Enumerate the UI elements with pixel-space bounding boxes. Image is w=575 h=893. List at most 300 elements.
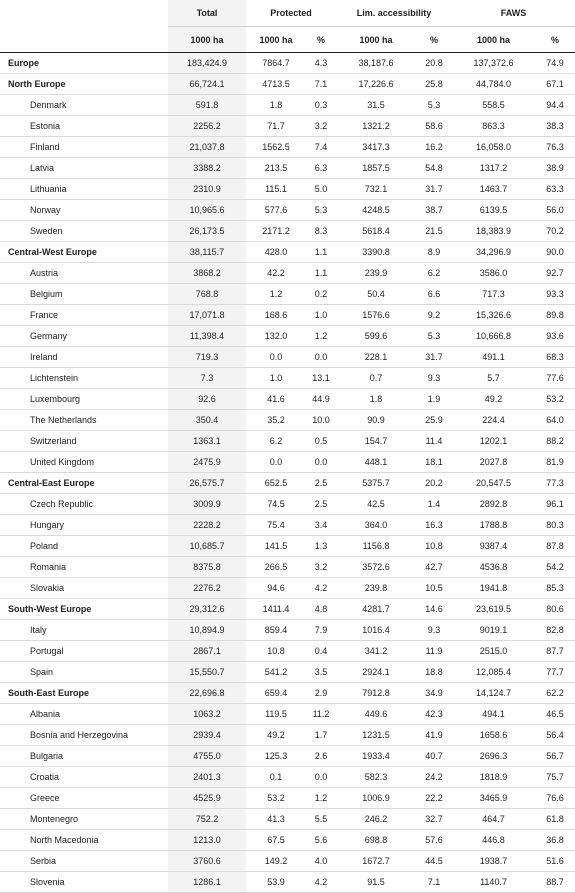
cell-protected-pct: 4.8: [306, 599, 336, 620]
cell-protected-pct: 0.0: [306, 767, 336, 788]
cell-name: Belgium: [0, 284, 168, 305]
header-lim-accessibility: Lim. accessibility: [336, 0, 452, 27]
cell-lim-ha: 3572.6: [336, 557, 416, 578]
cell-faws-pct: 80.3: [535, 515, 575, 536]
cell-lim-ha: 239.8: [336, 578, 416, 599]
country-row: [0, 389, 575, 410]
cell-faws-pct: 93.3: [535, 284, 575, 305]
cell-name: South-West Europe: [0, 599, 168, 620]
unit-protected-pct: %: [306, 27, 336, 53]
cell-protected-pct: 1.0: [306, 305, 336, 326]
cell-name: Bulgaria: [0, 746, 168, 767]
cell-protected-pct: 0.0: [306, 452, 336, 473]
cell-protected-pct: 2.5: [306, 494, 336, 515]
cell-total: 1063.2: [168, 704, 246, 725]
cell-faws-ha: 34,296.9: [452, 242, 535, 263]
cell-protected-ha: 125.3: [246, 746, 306, 767]
cell-lim-pct: 20.2: [416, 473, 452, 494]
cell-lim-pct: 6.6: [416, 284, 452, 305]
cell-faws-pct: 89.8: [535, 305, 575, 326]
cell-faws-pct: 92.7: [535, 263, 575, 284]
cell-name: Sweden: [0, 221, 168, 242]
country-row: [0, 431, 575, 452]
cell-name: The Netherlands: [0, 410, 168, 431]
cell-protected-ha: 10.8: [246, 641, 306, 662]
cell-protected-ha: 67.5: [246, 830, 306, 851]
cell-protected-ha: 53.2: [246, 788, 306, 809]
cell-name: Czech Republic: [0, 494, 168, 515]
cell-faws-pct: 36.8: [535, 830, 575, 851]
cell-faws-ha: 18,383.9: [452, 221, 535, 242]
cell-faws-ha: 491.1: [452, 347, 535, 368]
cell-faws-ha: 1140.7: [452, 872, 535, 893]
cell-lim-ha: 448.1: [336, 452, 416, 473]
cell-protected-pct: 1.2: [306, 788, 336, 809]
cell-lim-pct: 40.7: [416, 746, 452, 767]
cell-lim-ha: 90.9: [336, 410, 416, 431]
header-blank: [0, 27, 168, 53]
cell-faws-pct: 62.2: [535, 683, 575, 704]
cell-lim-ha: 17,226.6: [336, 74, 416, 95]
cell-lim-ha: 1857.5: [336, 158, 416, 179]
cell-faws-ha: 1317.2: [452, 158, 535, 179]
cell-lim-pct: 16.3: [416, 515, 452, 536]
cell-faws-ha: 494.1: [452, 704, 535, 725]
cell-faws-pct: 76.3: [535, 137, 575, 158]
cell-faws-pct: 77.7: [535, 662, 575, 683]
cell-faws-ha: 1202.1: [452, 431, 535, 452]
cell-protected-pct: 3.2: [306, 557, 336, 578]
cell-faws-ha: 12,085.4: [452, 662, 535, 683]
cell-lim-ha: 38,187.6: [336, 53, 416, 74]
cell-protected-pct: 2.5: [306, 473, 336, 494]
cell-faws-ha: 49.2: [452, 389, 535, 410]
cell-protected-ha: 266.5: [246, 557, 306, 578]
cell-protected-ha: 2171.2: [246, 221, 306, 242]
cell-protected-pct: 1.2: [306, 326, 336, 347]
cell-faws-pct: 46.5: [535, 704, 575, 725]
country-row: [0, 620, 575, 641]
cell-lim-ha: 50.4: [336, 284, 416, 305]
cell-faws-ha: 10,666.8: [452, 326, 535, 347]
cell-faws-ha: 2696.3: [452, 746, 535, 767]
cell-total: 10,894.9: [168, 620, 246, 641]
cell-protected-ha: 41.6: [246, 389, 306, 410]
header-total: Total: [168, 0, 246, 27]
cell-lim-pct: 1.9: [416, 389, 452, 410]
cell-total: 66,724.1: [168, 74, 246, 95]
cell-faws-pct: 61.8: [535, 809, 575, 830]
cell-faws-pct: 70.2: [535, 221, 575, 242]
country-row: [0, 347, 575, 368]
cell-total: 4525.9: [168, 788, 246, 809]
cell-name: Central-East Europe: [0, 473, 168, 494]
cell-protected-ha: 35.2: [246, 410, 306, 431]
cell-faws-ha: 1941.8: [452, 578, 535, 599]
cell-total: 26,173.5: [168, 221, 246, 242]
cell-lim-pct: 5.3: [416, 326, 452, 347]
cell-lim-pct: 38.7: [416, 200, 452, 221]
cell-name: Poland: [0, 536, 168, 557]
cell-lim-pct: 9.2: [416, 305, 452, 326]
cell-faws-ha: 6139.5: [452, 200, 535, 221]
cell-protected-pct: 1.1: [306, 242, 336, 263]
cell-lim-ha: 698.8: [336, 830, 416, 851]
country-row: [0, 263, 575, 284]
country-row: [0, 95, 575, 116]
cell-protected-pct: 4.2: [306, 578, 336, 599]
cell-protected-pct: 7.1: [306, 74, 336, 95]
cell-lim-pct: 25.8: [416, 74, 452, 95]
cell-lim-pct: 54.8: [416, 158, 452, 179]
country-row: [0, 788, 575, 809]
cell-faws-pct: 67.1: [535, 74, 575, 95]
cell-faws-ha: 1818.9: [452, 767, 535, 788]
region-row: [0, 473, 575, 494]
cell-faws-ha: 14,124.7: [452, 683, 535, 704]
cell-protected-ha: 1.0: [246, 368, 306, 389]
unit-total-ha: 1000 ha: [168, 27, 246, 53]
cell-total: 2228.2: [168, 515, 246, 536]
cell-name: Latvia: [0, 158, 168, 179]
header-protected: Protected: [246, 0, 336, 27]
cell-protected-pct: 0.2: [306, 284, 336, 305]
cell-faws-ha: 1463.7: [452, 179, 535, 200]
cell-faws-ha: 137,372.6: [452, 53, 535, 74]
region-row: [0, 599, 575, 620]
cell-name: Norway: [0, 200, 168, 221]
cell-lim-ha: 3417.3: [336, 137, 416, 158]
country-row: [0, 410, 575, 431]
cell-faws-pct: 87.7: [535, 641, 575, 662]
cell-name: Lichtenstein: [0, 368, 168, 389]
cell-name: South-East Europe: [0, 683, 168, 704]
cell-lim-pct: 14.6: [416, 599, 452, 620]
cell-protected-pct: 5.5: [306, 809, 336, 830]
table-body: [0, 53, 575, 893]
cell-total: 21,037.8: [168, 137, 246, 158]
cell-lim-ha: 5618.4: [336, 221, 416, 242]
cell-protected-ha: 42.2: [246, 263, 306, 284]
cell-protected-ha: 115.1: [246, 179, 306, 200]
cell-total: 2939.4: [168, 725, 246, 746]
cell-faws-ha: 16,058.0: [452, 137, 535, 158]
cell-faws-pct: 88.7: [535, 872, 575, 893]
cell-name: Luxembourg: [0, 389, 168, 410]
cell-lim-ha: 91.5: [336, 872, 416, 893]
region-row: [0, 683, 575, 704]
cell-name: Estonia: [0, 116, 168, 137]
cell-lim-ha: 31.5: [336, 95, 416, 116]
cell-total: 2310.9: [168, 179, 246, 200]
cell-lim-pct: 42.7: [416, 557, 452, 578]
cell-protected-ha: 859.4: [246, 620, 306, 641]
cell-name: Hungary: [0, 515, 168, 536]
cell-total: 3009.9: [168, 494, 246, 515]
cell-total: 26,575.7: [168, 473, 246, 494]
cell-name: Portugal: [0, 641, 168, 662]
cell-protected-ha: 1411.4: [246, 599, 306, 620]
cell-protected-ha: 1.8: [246, 95, 306, 116]
cell-lim-pct: 42.3: [416, 704, 452, 725]
cell-lim-pct: 9.3: [416, 368, 452, 389]
cell-protected-ha: 141.5: [246, 536, 306, 557]
cell-lim-pct: 6.2: [416, 263, 452, 284]
cell-faws-pct: 77.6: [535, 368, 575, 389]
cell-protected-ha: 132.0: [246, 326, 306, 347]
cell-lim-pct: 32.7: [416, 809, 452, 830]
cell-lim-ha: 1.8: [336, 389, 416, 410]
cell-total: 3388.2: [168, 158, 246, 179]
cell-total: 719.3: [168, 347, 246, 368]
cell-lim-pct: 11.4: [416, 431, 452, 452]
cell-faws-ha: 15,326.6: [452, 305, 535, 326]
cell-faws-pct: 38.3: [535, 116, 575, 137]
cell-lim-pct: 10.8: [416, 536, 452, 557]
cell-lim-ha: 732.1: [336, 179, 416, 200]
cell-faws-pct: 85.3: [535, 578, 575, 599]
country-row: [0, 368, 575, 389]
country-row: [0, 704, 575, 725]
cell-name: Greece: [0, 788, 168, 809]
cell-lim-ha: 5375.7: [336, 473, 416, 494]
cell-total: 2867.1: [168, 641, 246, 662]
cell-protected-pct: 5.3: [306, 200, 336, 221]
cell-lim-pct: 58.6: [416, 116, 452, 137]
cell-total: 1286.1: [168, 872, 246, 893]
unit-lim-ha: 1000 ha: [336, 27, 416, 53]
cell-total: 38,115.7: [168, 242, 246, 263]
cell-protected-ha: 149.2: [246, 851, 306, 872]
cell-protected-ha: 577.6: [246, 200, 306, 221]
cell-name: Austria: [0, 263, 168, 284]
header-faws: FAWS: [452, 0, 575, 27]
cell-name: Europe: [0, 53, 168, 74]
cell-faws-pct: 77.3: [535, 473, 575, 494]
cell-name: Switzerland: [0, 431, 168, 452]
cell-name: Slovakia: [0, 578, 168, 599]
country-row: [0, 641, 575, 662]
cell-total: 10,685.7: [168, 536, 246, 557]
cell-protected-ha: 1562.5: [246, 137, 306, 158]
cell-lim-ha: 42.5: [336, 494, 416, 515]
cell-faws-pct: 81.9: [535, 452, 575, 473]
country-row: [0, 830, 575, 851]
cell-lim-ha: 1576.6: [336, 305, 416, 326]
cell-lim-pct: 21.5: [416, 221, 452, 242]
cell-name: North Macedonia: [0, 830, 168, 851]
cell-faws-pct: 75.7: [535, 767, 575, 788]
country-row: [0, 305, 575, 326]
cell-faws-ha: 44,784.0: [452, 74, 535, 95]
cell-protected-ha: 41.3: [246, 809, 306, 830]
cell-faws-pct: 90.0: [535, 242, 575, 263]
cell-protected-pct: 4.0: [306, 851, 336, 872]
cell-protected-pct: 5.6: [306, 830, 336, 851]
cell-lim-ha: 1321.2: [336, 116, 416, 137]
cell-total: 1363.1: [168, 431, 246, 452]
cell-total: 3868.2: [168, 263, 246, 284]
cell-faws-ha: 464.7: [452, 809, 535, 830]
cell-lim-ha: 1156.8: [336, 536, 416, 557]
cell-faws-ha: 1938.7: [452, 851, 535, 872]
cell-lim-ha: 599.6: [336, 326, 416, 347]
cell-faws-pct: 54.2: [535, 557, 575, 578]
cell-faws-ha: 2027.8: [452, 452, 535, 473]
cell-lim-ha: 341.2: [336, 641, 416, 662]
cell-faws-pct: 56.0: [535, 200, 575, 221]
cell-lim-ha: 3390.8: [336, 242, 416, 263]
cell-name: Slovenia: [0, 872, 168, 893]
cell-faws-ha: 446.8: [452, 830, 535, 851]
cell-faws-pct: 76.6: [535, 788, 575, 809]
cell-lim-pct: 41.9: [416, 725, 452, 746]
cell-protected-pct: 44.9: [306, 389, 336, 410]
cell-protected-ha: 71.7: [246, 116, 306, 137]
cell-protected-ha: 74.5: [246, 494, 306, 515]
cell-lim-pct: 57.6: [416, 830, 452, 851]
cell-protected-ha: 168.6: [246, 305, 306, 326]
country-row: [0, 494, 575, 515]
cell-lim-ha: 228.1: [336, 347, 416, 368]
country-row: [0, 158, 575, 179]
cell-protected-ha: 4713.5: [246, 74, 306, 95]
cell-faws-pct: 53.2: [535, 389, 575, 410]
cell-lim-pct: 16.2: [416, 137, 452, 158]
cell-protected-ha: 652.5: [246, 473, 306, 494]
cell-lim-pct: 44.5: [416, 851, 452, 872]
cell-protected-pct: 1.3: [306, 536, 336, 557]
country-row: [0, 725, 575, 746]
cell-total: 2475.9: [168, 452, 246, 473]
cell-lim-ha: 582.3: [336, 767, 416, 788]
cell-lim-ha: 0.7: [336, 368, 416, 389]
cell-name: Serbia: [0, 851, 168, 872]
cell-faws-ha: 717.3: [452, 284, 535, 305]
cell-faws-ha: 20,547.5: [452, 473, 535, 494]
country-row: [0, 221, 575, 242]
cell-total: 591.8: [168, 95, 246, 116]
cell-lim-pct: 5.3: [416, 95, 452, 116]
cell-protected-pct: 4.2: [306, 872, 336, 893]
cell-faws-pct: 93.6: [535, 326, 575, 347]
country-row: [0, 536, 575, 557]
cell-total: 183,424.9: [168, 53, 246, 74]
cell-name: North Europe: [0, 74, 168, 95]
cell-lim-pct: 9.3: [416, 620, 452, 641]
cell-protected-pct: 0.0: [306, 347, 336, 368]
cell-faws-pct: 63.3: [535, 179, 575, 200]
cell-total: 2256.2: [168, 116, 246, 137]
cell-protected-ha: 0.0: [246, 452, 306, 473]
cell-lim-ha: 154.7: [336, 431, 416, 452]
cell-lim-ha: 4248.5: [336, 200, 416, 221]
cell-protected-pct: 0.3: [306, 95, 336, 116]
cell-lim-ha: 1672.7: [336, 851, 416, 872]
cell-name: Finland: [0, 137, 168, 158]
country-row: [0, 746, 575, 767]
cell-faws-pct: 74.9: [535, 53, 575, 74]
cell-faws-ha: 1658.6: [452, 725, 535, 746]
cell-protected-pct: 7.4: [306, 137, 336, 158]
cell-protected-ha: 1.2: [246, 284, 306, 305]
cell-faws-pct: 51.6: [535, 851, 575, 872]
country-row: [0, 557, 575, 578]
cell-name: United Kingdom: [0, 452, 168, 473]
cell-faws-ha: 23,619.5: [452, 599, 535, 620]
cell-faws-ha: 9019.1: [452, 620, 535, 641]
cell-name: Spain: [0, 662, 168, 683]
cell-protected-ha: 7864.7: [246, 53, 306, 74]
cell-lim-ha: 246.2: [336, 809, 416, 830]
cell-protected-ha: 213.5: [246, 158, 306, 179]
cell-total: 22,696.8: [168, 683, 246, 704]
cell-faws-ha: 558.5: [452, 95, 535, 116]
cell-protected-pct: 13.1: [306, 368, 336, 389]
country-row: [0, 179, 575, 200]
country-row: [0, 137, 575, 158]
cell-lim-ha: 7912.8: [336, 683, 416, 704]
cell-faws-ha: 2515.0: [452, 641, 535, 662]
cell-lim-pct: 8.9: [416, 242, 452, 263]
cell-name: Germany: [0, 326, 168, 347]
cell-protected-pct: 10.0: [306, 410, 336, 431]
cell-total: 350.4: [168, 410, 246, 431]
cell-lim-pct: 22.2: [416, 788, 452, 809]
cell-lim-pct: 11.9: [416, 641, 452, 662]
cell-protected-pct: 5.0: [306, 179, 336, 200]
cell-faws-pct: 96.1: [535, 494, 575, 515]
cell-protected-ha: 659.4: [246, 683, 306, 704]
cell-faws-pct: 68.3: [535, 347, 575, 368]
cell-total: 17,071.8: [168, 305, 246, 326]
cell-protected-ha: 428.0: [246, 242, 306, 263]
cell-total: 29,312.6: [168, 599, 246, 620]
cell-protected-ha: 0.1: [246, 767, 306, 788]
cell-name: Albania: [0, 704, 168, 725]
cell-name: Montenegro: [0, 809, 168, 830]
cell-protected-pct: 3.5: [306, 662, 336, 683]
cell-lim-ha: 1016.4: [336, 620, 416, 641]
cell-faws-ha: 2892.8: [452, 494, 535, 515]
cell-faws-pct: 87.8: [535, 536, 575, 557]
country-row: [0, 116, 575, 137]
cell-total: 15,550.7: [168, 662, 246, 683]
cell-faws-ha: 5.7: [452, 368, 535, 389]
unit-lim-pct: %: [416, 27, 452, 53]
cell-faws-ha: 3586.0: [452, 263, 535, 284]
cell-lim-pct: 25.9: [416, 410, 452, 431]
cell-protected-ha: 94.6: [246, 578, 306, 599]
country-row: [0, 326, 575, 347]
cell-faws-pct: 88.2: [535, 431, 575, 452]
cell-total: 1213.0: [168, 830, 246, 851]
cell-name: Central-West Europe: [0, 242, 168, 263]
cell-protected-ha: 6.2: [246, 431, 306, 452]
cell-protected-pct: 3.2: [306, 116, 336, 137]
cell-name: Croatia: [0, 767, 168, 788]
cell-lim-ha: 2924.1: [336, 662, 416, 683]
cell-lim-ha: 449.6: [336, 704, 416, 725]
cell-lim-pct: 34.9: [416, 683, 452, 704]
cell-lim-ha: 4281.7: [336, 599, 416, 620]
cell-name: Italy: [0, 620, 168, 641]
country-row: [0, 578, 575, 599]
cell-name: Romania: [0, 557, 168, 578]
cell-lim-pct: 18.8: [416, 662, 452, 683]
cell-protected-pct: 4.3: [306, 53, 336, 74]
country-row: [0, 662, 575, 683]
